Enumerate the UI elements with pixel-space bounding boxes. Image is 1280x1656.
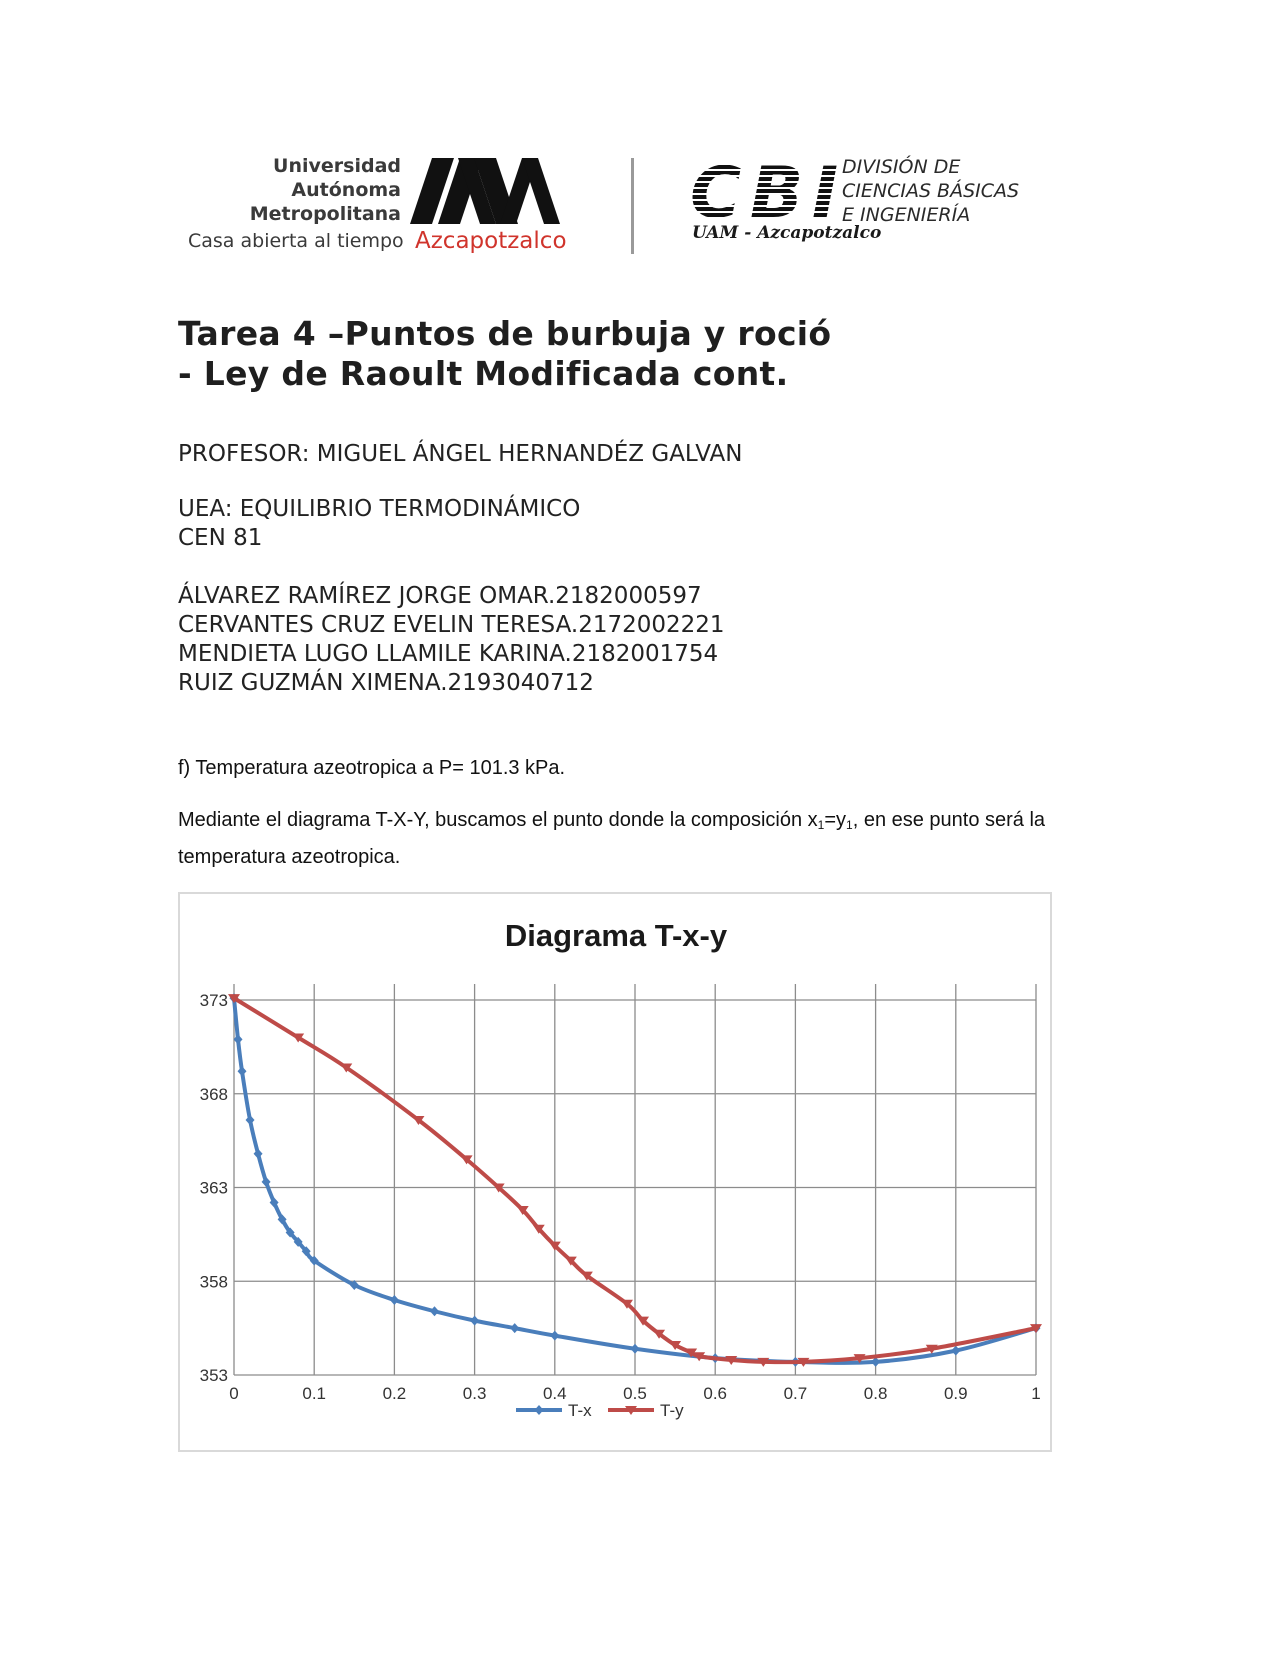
y-tick-label: 353 xyxy=(199,1366,228,1385)
y-tick-label: 373 xyxy=(199,991,228,1010)
data-point xyxy=(535,1405,544,1415)
explanation-paragraph xyxy=(178,804,1098,873)
student-item: RUIZ GUZMÁN XIMENA.2193040712 xyxy=(178,670,594,696)
x-tick-label: 0.3 xyxy=(462,1384,487,1403)
chart-legend xyxy=(516,1401,684,1420)
chart-canvas xyxy=(180,894,1050,1450)
cbi-division-name xyxy=(842,155,1019,227)
item-f: f) Temperatura azeotropica a P= 101.3 kPa. xyxy=(178,757,566,779)
cbi-division-line: E INGENIERÍA xyxy=(842,204,971,226)
cbi-logo xyxy=(690,155,1040,250)
x-tick-label: 1 xyxy=(1031,1384,1041,1403)
data-point xyxy=(246,1115,255,1125)
data-point xyxy=(254,1149,263,1159)
student-item: MENDIETA LUGO LLAMILE KARINA.2182001754 xyxy=(178,641,719,667)
student-item: ÁLVAREZ RAMÍREZ JORGE OMAR.2182000597 xyxy=(178,583,702,609)
uam-logo xyxy=(188,150,578,260)
data-point xyxy=(234,1034,243,1044)
cbi-emblem-icon xyxy=(690,159,840,223)
legend-item xyxy=(608,1401,684,1420)
data-point xyxy=(951,1346,960,1356)
uam-name-line: Autónoma xyxy=(291,179,401,201)
data-point xyxy=(390,1295,399,1305)
x-tick-label: 0.1 xyxy=(302,1384,327,1403)
y-tick-label: 363 xyxy=(199,1178,228,1198)
x-tick-label: 0.9 xyxy=(943,1384,968,1403)
paragraph-text: =y xyxy=(824,809,847,831)
legend-label: T-x xyxy=(568,1401,592,1420)
uea-line: UEA: EQUILIBRIO TERMODINÁMICO xyxy=(178,496,581,522)
student-list xyxy=(178,582,725,698)
paragraph-text: Mediante el diagrama T-X-Y, buscamos el punto donde la composición x xyxy=(178,809,818,831)
x-tick-label: 0.6 xyxy=(703,1384,728,1403)
svg-text:CBI: CBI xyxy=(690,159,838,223)
x-tick-label: 0 xyxy=(229,1384,239,1403)
legend-label: T-y xyxy=(660,1401,684,1420)
chart-title: Diagrama T-x-y xyxy=(504,918,728,953)
uam-name-line: Metropolitana xyxy=(249,203,401,225)
cbi-subtitle: UAM - Azcapotzalco xyxy=(692,223,882,243)
group-line: CEN 81 xyxy=(178,525,263,551)
title-line: Tarea 4 –Puntos de burbuja y roció xyxy=(178,314,832,353)
data-point xyxy=(470,1316,479,1326)
x-tick-label: 0.4 xyxy=(542,1384,567,1403)
data-point xyxy=(550,1331,559,1341)
x-tick-label: 0.5 xyxy=(623,1384,647,1403)
paragraph-text: , en ese punto será la temperatura azeotropica. xyxy=(178,809,1046,868)
y-tick-label: 368 xyxy=(199,1084,228,1104)
uam-campus: Azcapotzalco xyxy=(415,228,567,254)
title-line: - Ley de Raoult Modificada cont. xyxy=(178,354,789,393)
y-tick-label: 358 xyxy=(199,1272,228,1292)
legend-item xyxy=(516,1401,592,1420)
uam-emblem-icon xyxy=(410,158,560,224)
data-point xyxy=(238,1066,247,1076)
chart-grid xyxy=(234,984,1036,1375)
subscript: 1 xyxy=(846,818,853,832)
cbi-division-line: CIENCIAS BÁSICAS xyxy=(842,180,1020,202)
x-tick-label: 0.8 xyxy=(863,1384,888,1403)
uam-tagline: Casa abierta al tiempo xyxy=(188,230,404,252)
logo-divider xyxy=(631,158,634,254)
data-point xyxy=(510,1323,519,1333)
student-item: CERVANTES CRUZ EVELIN TERESA.2172002221 xyxy=(178,612,725,638)
data-point xyxy=(430,1306,439,1316)
x-tick-label: 0.7 xyxy=(783,1384,808,1403)
subscript: 1 xyxy=(817,818,825,832)
x-tick-label: 0.2 xyxy=(382,1384,407,1403)
document-title xyxy=(178,314,938,394)
cbi-division-line: DIVISIÓN DE xyxy=(842,156,961,178)
professor-line: PROFESOR: MIGUEL ÁNGEL HERNANDÉZ GALVAN xyxy=(178,441,743,467)
txy-chart xyxy=(178,892,1052,1452)
uam-name-line: Universidad xyxy=(273,155,401,177)
uam-name xyxy=(250,154,401,226)
data-point xyxy=(631,1344,640,1354)
